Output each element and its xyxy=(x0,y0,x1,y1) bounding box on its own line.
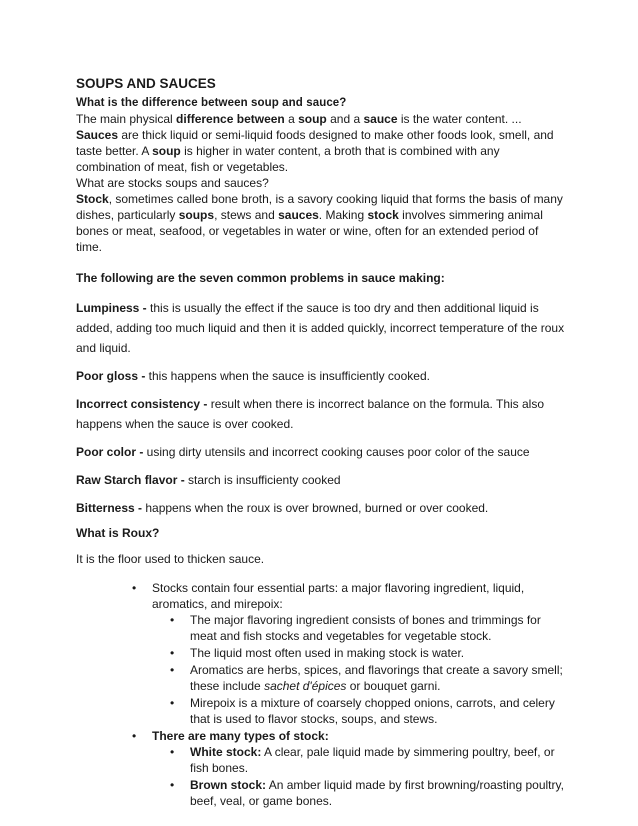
list-item: • Brown stock: An amber liquid made by first browning/roasting poultry, beef, veal, or game bones. xyxy=(170,778,564,808)
bullet-icon: • xyxy=(170,663,175,677)
bullet-icon: • xyxy=(132,729,137,743)
stock-list xyxy=(132,580,566,809)
page-title: SOUPS AND SAUCES xyxy=(76,76,216,91)
problem-item: Bitterness - happens when the roux is over browned, burned or over cooked. xyxy=(76,501,489,515)
problem-item: Lumpiness - this is usually the effect if the sauce is too dry and then additional liquid is added, adding too much liquid and then it is added quickly, incorrect temperature of the roux and liquid. xyxy=(76,301,565,355)
bullet-icon: • xyxy=(170,778,175,792)
answer-stocks: Stock, sometimes called bone broth, is a savory cooking liquid that forms the basis of many dishes, particularly soups, stews and sauces. Making stock involves simmering animal bones or meat, seafood, or vegetables in water or wine, often for an extended period of time. xyxy=(76,192,563,254)
bullet-icon: • xyxy=(170,613,175,627)
question-soup-vs-sauce: What is the difference between soup and sauce? xyxy=(76,97,347,109)
document-content xyxy=(76,76,566,810)
stock-types-list xyxy=(170,744,566,809)
answer-soup-vs-sauce: The main physical difference between a soup and a sauce is the water content. ... Sauces are thick liquid or semi-liquid foods designed to make other foods look, smell, and taste better. A soup is higher in water content, a broth that is combined with any combination of meat, fish or vegetables. xyxy=(76,112,554,174)
problem-item: Poor gloss - this happens when the sauce is insufficiently cooked. xyxy=(76,369,430,383)
problem-item: Incorrect consistency - result when there is incorrect balance on the formula. This also happens when the sauce is over cooked. xyxy=(76,397,545,431)
intro-section xyxy=(76,95,566,255)
list-item: • The liquid most often used in making stock is water. xyxy=(170,646,465,660)
bullet-icon: • xyxy=(170,745,175,759)
problem-item: Raw Starch flavor - starch is insufficienty cooked xyxy=(76,473,341,487)
list-item: • There are many types of stock: • White stock: A clear, pale liquid made by simmering poultry, beef, or fish bones. • Brown stock: An amber liquid made by first browning/roasting poultry, beef, veal, or game bones. xyxy=(132,728,566,809)
stock-parts-list xyxy=(170,612,566,727)
list-item: • White stock: A clear, pale liquid made by simmering poultry, beef, or fish bones. xyxy=(170,745,555,775)
list-item: • Aromatics are herbs, spices, and flavorings that create a savory smell; these include sachet d'épices or bouquet garni. xyxy=(170,663,563,693)
problem-item: Poor color - using dirty utensils and incorrect cooking causes poor color of the sauce xyxy=(76,445,530,459)
bullet-icon: • xyxy=(170,646,175,660)
bullet-icon: • xyxy=(132,581,137,595)
list-item: • Stocks contain four essential parts: a major flavoring ingredient, liquid, aromatics, and mirepoix: • The major flavoring ingredient consists of bones and trimmings for meat and fish stocks and vegetables for vegetable stock. • The liquid most often used in making stock is water. • Aromatics are herbs, spices, and flavorings that create a savory smell; these include sachet d'épices or bouquet garni. • Mirepoix is a mixture of coarsely chopped onions, carrots, and celery that is used to flavor stocks, soups, and stews. xyxy=(132,580,566,727)
question-stocks: What are stocks soups and sauces? xyxy=(76,176,269,190)
bullet-icon: • xyxy=(170,696,175,710)
list-item: • The major flavoring ingredient consists of bones and trimmings for meat and fish stocks and vegetables for vegetable stock. xyxy=(170,613,541,643)
roux-answer: It is the floor used to thicken sauce. xyxy=(76,552,265,566)
list-item: • Mirepoix is a mixture of coarsely chopped onions, carrots, and celery that is used to flavor stocks, soups, and stews. xyxy=(170,696,555,726)
problems-heading: The following are the seven common problems in sauce making: xyxy=(76,271,445,285)
roux-heading: What is Roux? xyxy=(76,526,160,540)
